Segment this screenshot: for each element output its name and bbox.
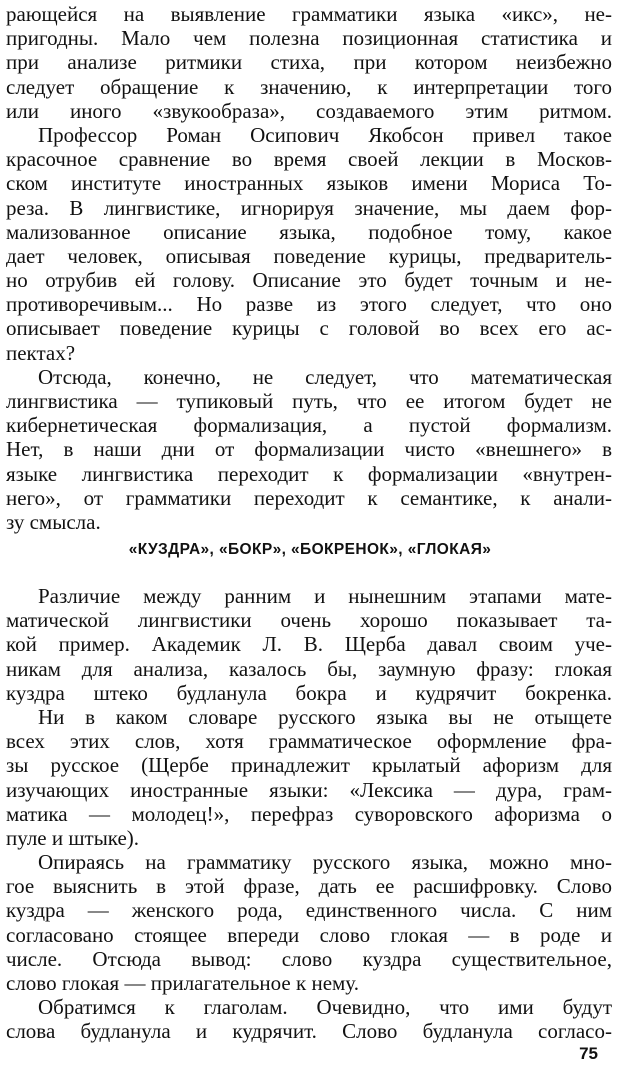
text-line: Опираясь на грамматику русского языка, можно мно- [38, 850, 612, 875]
text-line: Нет, в наши дни от формализации чисто «внешнего» в [6, 437, 612, 462]
text-line: куздра — женского рода, единственного числа. С ним [6, 898, 612, 923]
text-line: реза. В лингвистике, игнорируя значение, мы даем фор- [6, 195, 612, 220]
text-line: слово глокая — прилагательное к нему. [6, 971, 359, 995]
text-line: при анализе ритмики стиха, при котором неизбежно [6, 50, 612, 75]
text-line: кой пример. Академик Л. В. Щерба давал своим уче- [6, 632, 612, 657]
text-line: Ни в каком словаре русского языка вы не отыщете [38, 704, 612, 729]
text-section-bottom [6, 584, 612, 1044]
section-heading: «КУЗДРА», «БОКР», «БОКРЕНОК», «ГЛОКАЯ» [128, 541, 492, 558]
text-line: куздра штеко будланула бокра и кудрячит бокренка. [6, 680, 612, 705]
text-line: матика — молодец!», перефраз суворовского афоризма о [6, 801, 612, 826]
text-line: дает человек, описывая поведение курицы, предваритель- [6, 243, 612, 268]
page-number: 75 [579, 1044, 598, 1063]
text-line: никам для анализа, казалось бы, заумную фразу: глокая [6, 656, 612, 681]
text-line: Обратимся к глаголам. Очевидно, что ими будут [38, 995, 612, 1020]
text-line: него», от грамматики переходит к семантике, к анали- [6, 485, 612, 510]
text-line: кибернетическая формализация, а пустой формализм. [6, 413, 612, 438]
text-line: изучающих иностранные языки: «Лексика — дура, грам- [6, 777, 612, 802]
text-line: мализованное описание языка, подобное тому, какое [6, 219, 612, 244]
text-line: пригодны. Мало чем полезна позиционная статистика и [6, 26, 612, 51]
text-line: языке лингвистика переходит к формализации «внутрен- [6, 461, 612, 486]
text-line: лингвистика — тупиковый путь, что ее итогом будет не [6, 389, 612, 413]
text-line: матической лингвистики очень хорошо показывает та- [6, 608, 612, 633]
text-line: рающейся на выявление грамматики языка «икс», не- [6, 2, 612, 26]
text-line: следует обращение к значению, к интерпретации того [6, 74, 612, 99]
text-line: описывает поведение курицы с головой во всех его ас- [6, 316, 612, 341]
text-line: числе. Отсюда вывод: слово куздра существительное, [6, 946, 612, 971]
text-line: зу смысла. [6, 509, 101, 534]
text-line: противоречивым... Но разве из этого следует, что оно [6, 292, 612, 317]
text-line: гое выяснить в этой фразе, дать ее расшифровку. Слово [6, 874, 612, 899]
text-line: красочное сравнение во время своей лекции в Москов- [6, 147, 612, 172]
text-line: зы русское (Щербе принадлежит крылатый афоризм для [6, 753, 612, 778]
text-line: Различие между ранним и нынешним этапами мате- [38, 584, 612, 608]
text-line: пектах? [6, 340, 76, 365]
text-section-top [6, 2, 612, 534]
text-line: пуле и штыке). [6, 825, 140, 850]
text-line: Отсюда, конечно, не следует, что математическая [38, 364, 612, 389]
text-line: Профессор Роман Осипович Якобсон привел такое [38, 122, 612, 147]
text-line: согласовано стоящее впереди слово глокая — в роде и [6, 922, 612, 947]
text-line: или иного «звукообраза», создаваемого этим ритмом. [6, 98, 612, 123]
text-line: всех этих слов, хотя грамматическое оформление фра- [6, 729, 612, 754]
text-line: ском институте иностранных языков имени Мориса То- [6, 171, 612, 196]
text-line: но отрубив ей голову. Описание это будет точным и не- [6, 268, 612, 293]
text-line: слова будланула и кудрячит. Слово будланула согласо- [6, 1019, 612, 1044]
